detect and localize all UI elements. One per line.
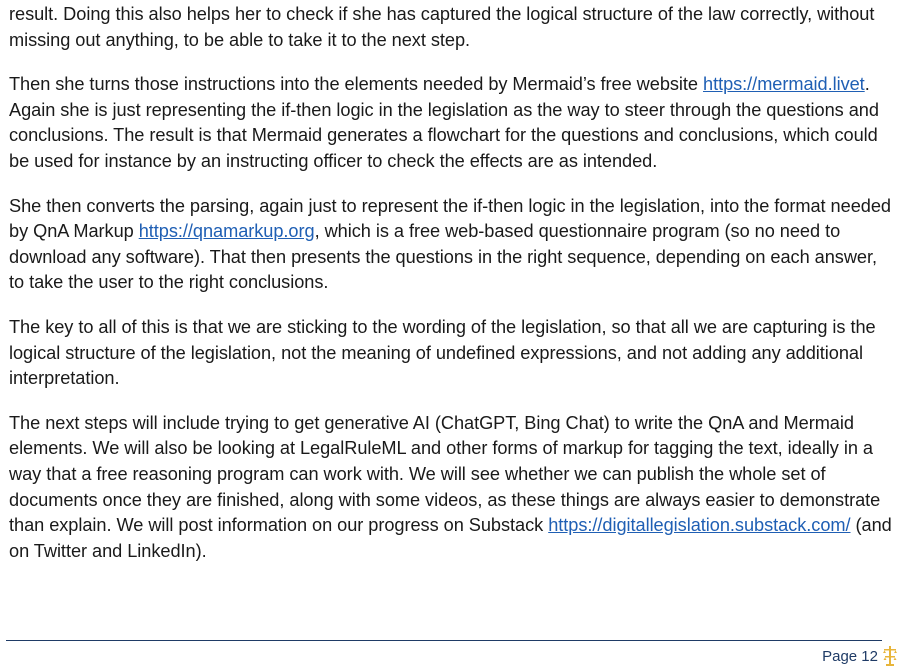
- scales-icon-svg: [882, 645, 898, 667]
- paragraph-2: [9, 72, 897, 174]
- paragraph-5-text-a: The next steps will include trying to get generative AI (ChatGPT, Bing Chat) to write the QnA and Mermaid elements. We will also be looking at LegalRuleML and other forms of markup for tagging the text, ideally in a way that a free reasoning program can work with. We will see whether we can publish the whole set of documents once they are finished, along with some videos, as these things are always easier to demonstrate than explain. We will post information on our progress on Substack: [9, 412, 881, 536]
- document-body: [9, 2, 897, 583]
- paragraph-3-text-b: , which is a free web-based questionnaire program (so no need to download any software). That then presents the questions in the right sequence, depending on each answer, to take the user to the right conclusions.: [9, 221, 877, 293]
- paragraph-3-text-a: She then converts the parsing, again just to represent the if-then logic in the legislation, into the format needed by QnA Markup: [9, 195, 891, 242]
- paragraph-1: [9, 2, 897, 53]
- footer-divider: [6, 640, 882, 641]
- qnamarkup-link[interactable]: https://qnamarkup.org: [138, 221, 315, 242]
- paragraph-5-text-b: (and on Twitter and LinkedIn).: [9, 515, 892, 561]
- paragraph-4: [9, 315, 897, 392]
- paragraph-1-text: result. Doing this also helps her to check if she has captured the logical structure of the law correctly, without missing out anything, to be able to take it to the next step.: [9, 4, 875, 50]
- substack-link[interactable]: https://digitallegislation.substack.com/: [548, 515, 851, 536]
- page-footer: [822, 645, 898, 667]
- paragraph-4-text: The key to all of this is that we are sticking to the wording of the legislation, so that all we are capturing is the logical structure of the legislation, not the meaning of undefined expressions, and not adding any additional interpretation.: [9, 316, 876, 389]
- paragraph-2-text-b: . Again she is just representing the if-then logic in the legislation as the way to steer through the questions and conclusions. The result is that Mermaid generates a flowchart for the questions and conclusions, which could be used for instance by an instructing officer to check the effects are as intended.: [9, 74, 879, 171]
- paragraph-5: [9, 411, 897, 565]
- page-number: Page 12: [822, 647, 878, 665]
- mermaid-link[interactable]: https://mermaid.livet: [703, 74, 865, 95]
- paragraph-2-text-a: Then she turns those instructions into the elements needed by Mermaid’s free website: [9, 74, 703, 95]
- scales-icon: [882, 645, 898, 667]
- paragraph-3: [9, 194, 897, 296]
